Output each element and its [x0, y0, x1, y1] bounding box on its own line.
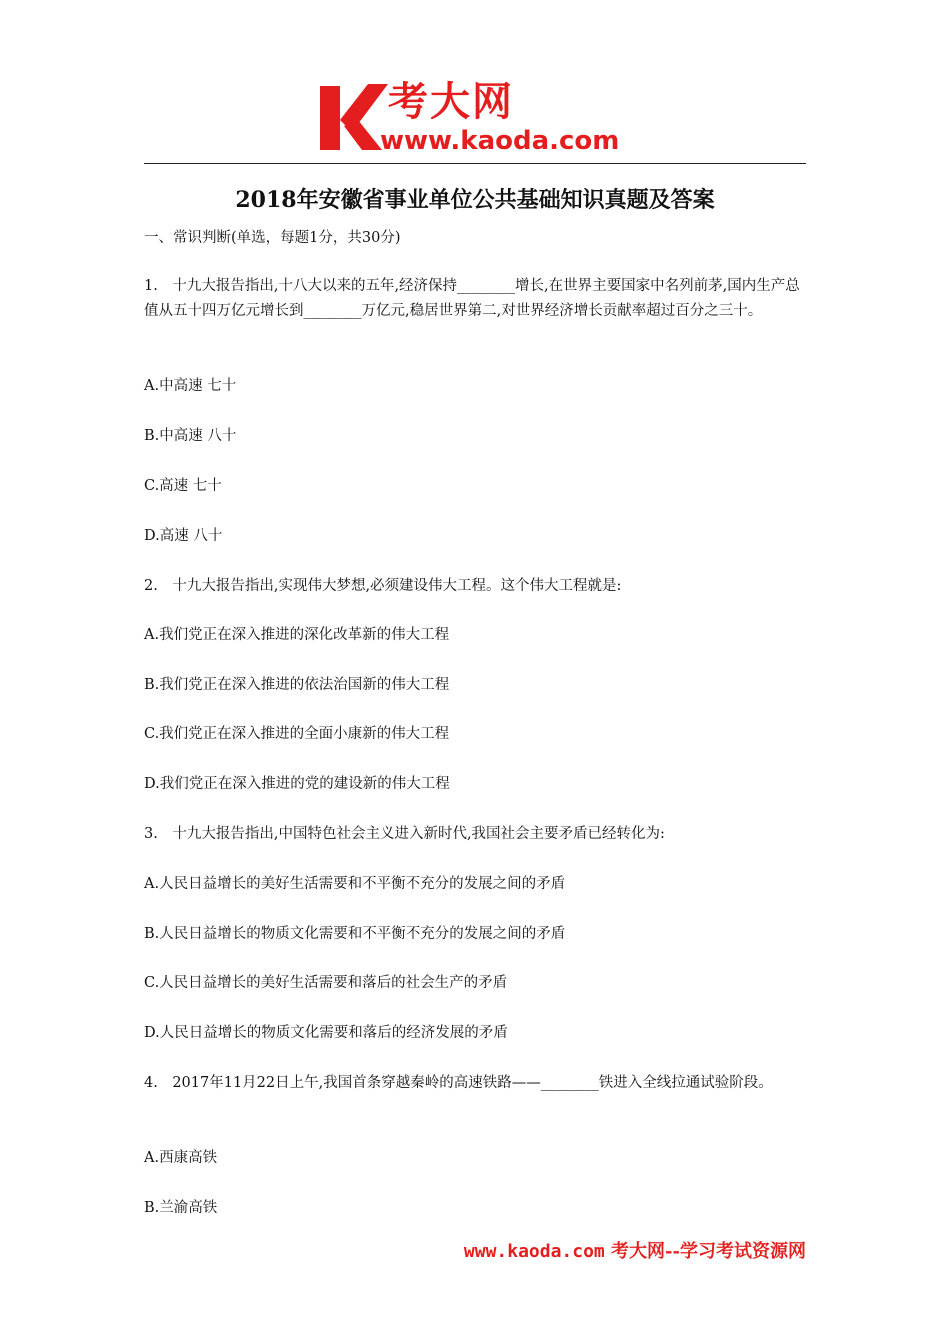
page-title: 2018年安徽省事业单位公共基础知识真题及答案: [235, 187, 715, 213]
q4-option-a: A.西康高铁: [144, 1150, 218, 1166]
q3-option-c: C.人民日益增长的美好生活需要和落后的社会生产的矛盾: [144, 975, 508, 991]
logo-url: www.kaoda.com: [380, 126, 620, 156]
header-divider: [144, 163, 806, 164]
footer-banner: [464, 1240, 806, 1264]
footer-tagline: 考大网--学习考试资源网: [604, 1241, 806, 1262]
q1-option-c: C.高速 七十: [144, 478, 222, 494]
section-heading: 一、常识判断(单选，每题1分，共30分): [144, 230, 401, 246]
q2-option-a: A.我们党正在深入推进的深化改革新的伟大工程: [144, 627, 450, 643]
q1-option-d: D.高速 八十: [144, 528, 223, 544]
q1-option-a: A.中高速 七十: [144, 378, 237, 394]
question-2: 2. 十九大报告指出,实现伟大梦想,必须建设伟大工程。这个伟大工程就是:: [144, 578, 622, 594]
q2-option-d: D.我们党正在深入推进的党的建设新的伟大工程: [144, 776, 450, 792]
q4-option-b: B.兰渝高铁: [144, 1200, 218, 1216]
logo-k-icon: [318, 80, 388, 156]
footer-url[interactable]: www.kaoda.com: [463, 1241, 605, 1262]
logo-title: 考大网: [388, 79, 514, 125]
q3-option-d: D.人民日益增长的物质文化需要和落后的经济发展的矛盾: [144, 1025, 508, 1041]
q1-option-b: B.中高速 八十: [144, 428, 237, 444]
kaoda-logo: [318, 80, 648, 160]
question-1: 1. 十九大报告指出,十八大以来的五年,经济保持________增长,在世界主要国家中名列前茅,国内生产总值从五十四万亿元增长到________万亿元,稳居世界第二,对世界经济增长贡献率超过百分之三十。: [144, 278, 800, 319]
question-4: 4. 2017年11月22日上午,我国首条穿越秦岭的高速铁路——________铁进入全线拉通试验阶段。: [144, 1075, 773, 1091]
q3-option-a: A.人民日益增长的美好生活需要和不平衡不充分的发展之间的矛盾: [144, 876, 566, 892]
question-3: 3. 十九大报告指出,中国特色社会主义进入新时代,我国社会主要矛盾已经转化为:: [144, 826, 665, 842]
q2-option-b: B.我们党正在深入推进的依法治国新的伟大工程: [144, 677, 450, 693]
q2-option-c: C.我们党正在深入推进的全面小康新的伟大工程: [144, 726, 450, 742]
q3-option-b: B.人民日益增长的物质文化需要和不平衡不充分的发展之间的矛盾: [144, 926, 566, 942]
